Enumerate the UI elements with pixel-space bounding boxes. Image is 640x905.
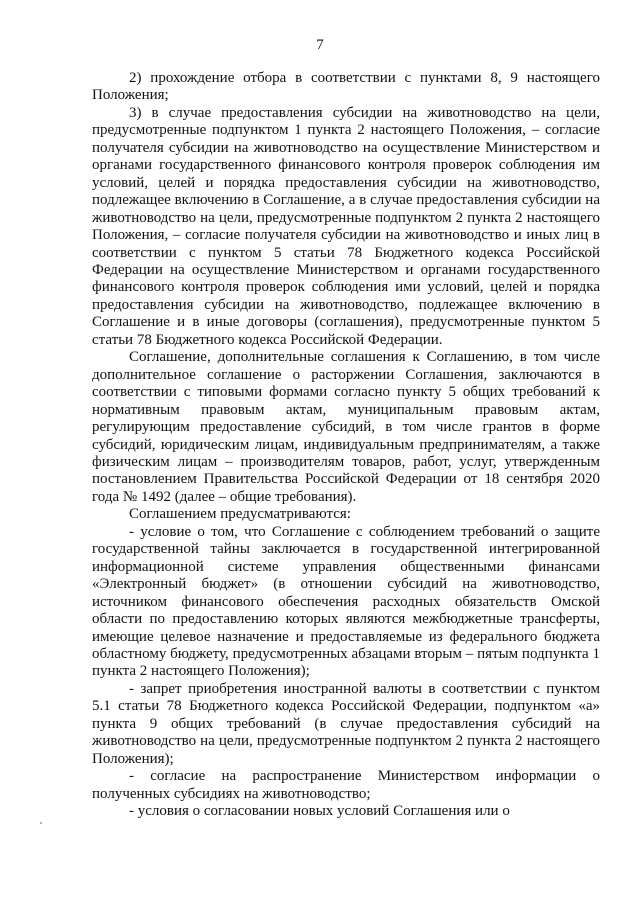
scan-speck bbox=[40, 822, 42, 824]
page-number: 7 bbox=[316, 37, 324, 53]
list-item-information-consent: - согласие на распространение Министерством информации о полученных субсидиях на животноводство; bbox=[92, 768, 600, 802]
document-body bbox=[92, 70, 600, 820]
paragraph-selection-passed: 2) прохождение отбора в соответствии с пунктами 8, 9 настоящего Положения; bbox=[92, 70, 600, 104]
list-item-currency-ban: - запрет приобретения иностранной валюты в соответствии с пунктом 5.1 статьи 78 Бюджетного кодекса Российской Федерации, подпунктом «а» пункта 9 общих требований (в случае предоставления субсидий на животноводство на цели, предусмотренные подпунктом 2 пункта 2 настоящего Положения); bbox=[92, 680, 600, 767]
paragraph-agreement-forms: Соглашение, дополнительные соглашения к Соглашению, в том числе дополнительное соглашение о расторжении Соглашения, заключаются в соответствии с типовыми формами согласно пункту 5 общих требований к нормативным правовым актам, муниципальным правовым актам, регулирующим предоставление субсидий, в том числе грантов в форме субсидий, юридическим лицам, индивидуальным предпринимателям, а также физическим лицам – производителям товаров, работ, услуг, утвержденным постановлением Правительства Российской Федерации от 18 сентября 2020 года № 1492 (далее – общие требования). bbox=[92, 349, 600, 505]
list-item-new-conditions: - условия о согласовании новых условий Соглашения или о bbox=[129, 803, 510, 820]
paragraph-consent-inspection: 3) в случае предоставления субсидии на животноводство на цели, предусмотренные подпунктом 1 пункта 2 настоящего Положения, – согласие получателя субсидии на животноводство на осуществление Министерством и органами государственного финансового контроля проверок соблюдения им условий, целей и порядка предоставления субсидии на животноводство, подлежащее включению в Соглашение, а в случае предоставления субсидии на животноводство на цели, предусмотренные подпунктом 2 пункта 2 настоящего Положения, – согласие получателя субсидии на животноводство и иных лиц в соответствии с пунктом 5 статьи 78 Бюджетного кодекса Российской Федерации на осуществление Министерством и органами государственного финансового контроля проверок соблюдения ими условий, целей и порядка предоставления субсидии на животноводство, подлежащее включению в Соглашение и в иные договоры (соглашения), предусмотренные пунктом 5 статьи 78 Бюджетного кодекса Российской Федерации. bbox=[92, 104, 600, 348]
list-item-electronic-budget: - условие о том, что Соглашение с соблюдением требований о защите государственной тайны заключается в государственной интегрированной информационной системе управления общественными финансами «Электронный бюджет» (в отношении субсидий на животноводство, источником финансового обеспечения расходных обязательств Омской области по предоставлению которых являются межбюджетные трансферты, имеющие целевое назначение и предоставляемые из федерального бюджета областному бюджету, предусмотренных абзацами вторым – пятым подпункта 1 пункта 2 настоящего Положения); bbox=[92, 523, 600, 680]
paragraph-agreement-provides: Соглашением предусматриваются: bbox=[129, 506, 351, 523]
